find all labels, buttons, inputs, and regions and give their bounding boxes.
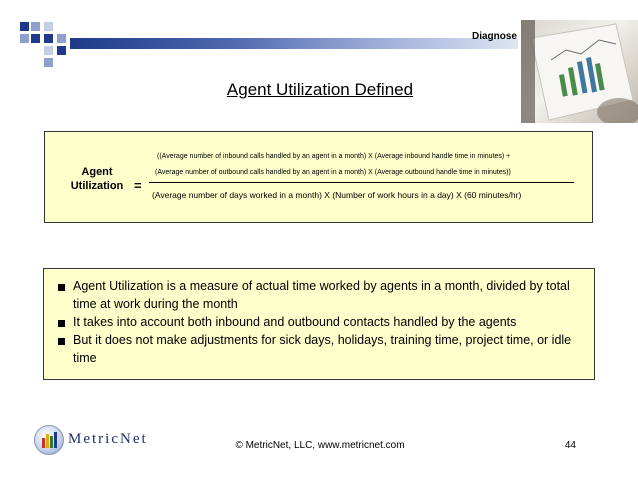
section-tag: Diagnose xyxy=(471,31,517,42)
decor-square xyxy=(44,46,53,55)
copyright-text: © MetricNet, LLC, www.metricnet.com xyxy=(235,440,405,451)
page-title: Agent Utilization Defined xyxy=(226,80,414,99)
fraction-rule xyxy=(149,182,574,183)
decor-square xyxy=(44,34,53,43)
bullet-square-icon xyxy=(58,320,65,327)
bullet-square-icon xyxy=(58,284,65,291)
bullet-item: It takes into account both inbound and outbound contacts handled by the agents xyxy=(73,315,517,329)
decor-square xyxy=(20,34,29,43)
chart-paper-illustration xyxy=(521,20,638,123)
decor-square xyxy=(31,34,40,43)
logo-wordmark: MetricNet xyxy=(68,431,148,447)
decor-square xyxy=(31,22,40,31)
decor-square xyxy=(57,34,66,43)
header-gradient-bar xyxy=(70,38,518,49)
formula-label-line1: Agent xyxy=(81,166,113,178)
chart-paper-photo xyxy=(521,20,638,123)
decor-square xyxy=(44,22,53,31)
formula-label-line2: Utilization xyxy=(70,180,124,192)
numerator-line1: ((Average number of inbound calls handled by an agent in a month) X (Average inbound handle time in minutes) + xyxy=(157,153,511,160)
denominator: (Average number of days worked in a month) X (Number of work hours in a day) X (60 minutes/hr) xyxy=(152,190,522,200)
bullet-square-icon xyxy=(58,338,65,345)
equals-sign: = xyxy=(134,178,142,193)
bullet-item: But it does not make adjustments for sick days, holidays, training time, project time, or idle time xyxy=(73,333,572,365)
bullet-item: Agent Utilization is a measure of actual time worked by agents in a month, divided by total time at work during the month xyxy=(73,279,570,311)
metricnet-logo-icon xyxy=(34,425,64,455)
page-number: 44 xyxy=(564,440,576,451)
bullet-box xyxy=(43,268,595,380)
decor-square xyxy=(20,22,29,31)
decor-square xyxy=(44,58,53,67)
decor-square xyxy=(57,46,66,55)
logo-bars xyxy=(35,426,63,454)
numerator-line2: (Average number of outbound calls handled by an agent in a month) X (Average outbound handle time in minutes)) xyxy=(155,169,511,176)
formula-label xyxy=(58,165,136,193)
